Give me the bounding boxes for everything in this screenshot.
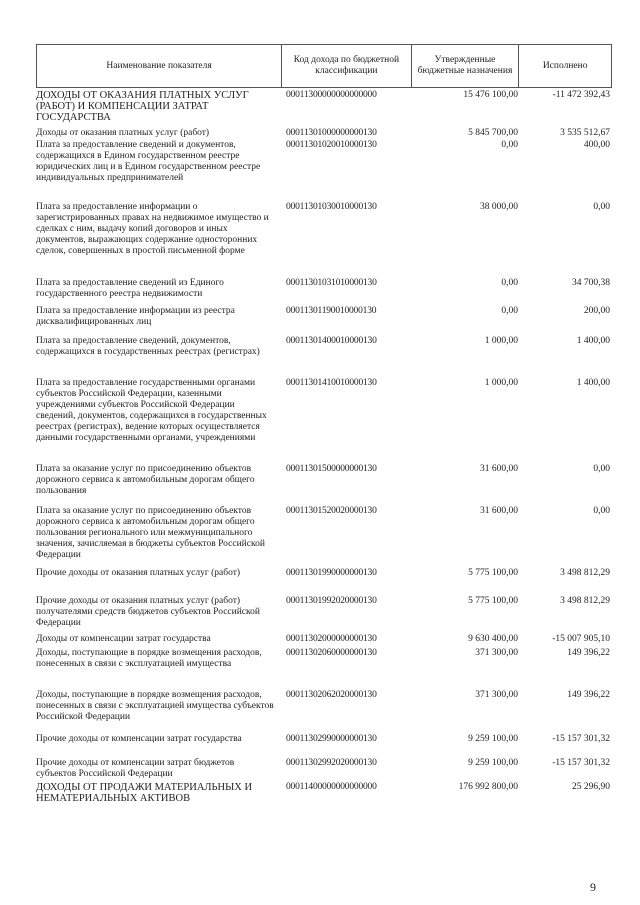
- row-name: Прочие доходы от компенсации затрат бюджетов субъектов Российской Федерации: [36, 758, 235, 779]
- row-approved: 371 300,00: [475, 690, 518, 700]
- table-header: [36, 44, 612, 88]
- table-row: [36, 202, 612, 257]
- row-approved: 0,00: [501, 278, 518, 288]
- row-code: 00011301190010000130: [286, 306, 377, 316]
- table-row: [36, 378, 612, 444]
- table-row: [36, 464, 612, 497]
- table-row: [36, 690, 612, 723]
- row-name: Доходы, поступающие в порядке возмещения расходов, понесенных в связи с эксплуатацией имущества: [36, 648, 262, 669]
- row-code: 00011301520020000130: [286, 506, 377, 516]
- table-row: [36, 506, 612, 561]
- table-row: [36, 596, 612, 629]
- row-executed: 0,00: [593, 506, 610, 516]
- row-approved: 9 259 100,00: [468, 758, 518, 768]
- row-executed: -11 472 392,43: [552, 90, 610, 100]
- row-name: Доходы от оказания платных услуг (работ): [36, 128, 210, 138]
- row-approved: 5 775 100,00: [468, 568, 518, 578]
- table-row: [36, 758, 612, 780]
- row-executed: 34 700,38: [572, 278, 610, 288]
- row-name: Прочие доходы от компенсации затрат государства: [36, 734, 242, 744]
- header-executed: Исполнено: [542, 60, 588, 71]
- table-row: [36, 278, 612, 300]
- header-code: Код дохода по бюджетной классификации: [282, 45, 412, 87]
- row-code: 00011301410010000130: [286, 378, 377, 388]
- row-name: Плата за предоставление информации о зарегистрированных правах на недвижимое имущество и сделках с ним, выдачу копий договоров и иных документов, выражающих содержание односторонних сделок, совершенных в простой письменной форме: [36, 202, 269, 256]
- table-row: [36, 128, 612, 139]
- row-approved: 9 630 400,00: [468, 634, 518, 644]
- row-code: 00011301000000000130: [286, 128, 377, 138]
- row-approved: 31 600,00: [480, 464, 518, 474]
- row-approved: 38 000,00: [480, 202, 518, 212]
- row-code: 00011301031010000130: [286, 278, 377, 288]
- table-row: [36, 648, 612, 670]
- row-name: Прочие доходы от оказания платных услуг (работ) получателями средств бюджетов субъектов Российской Федерации: [36, 596, 260, 628]
- row-code: 00011301992020000130: [286, 596, 377, 606]
- page-number: 9: [590, 880, 596, 894]
- row-approved: 1 000,00: [484, 378, 518, 388]
- table-row: [36, 782, 612, 804]
- table-row: [36, 634, 612, 645]
- row-approved: 0,00: [501, 140, 518, 150]
- header-approved: Утвержденные бюджетные назначения: [412, 45, 520, 87]
- row-approved: 371 300,00: [475, 648, 518, 658]
- row-code: 00011302000000000130: [286, 634, 377, 644]
- row-executed: -15 157 301,32: [552, 758, 610, 768]
- table-row: [36, 336, 612, 358]
- row-code: 00011301990000000130: [286, 568, 377, 578]
- table-row: [36, 306, 612, 328]
- row-name: ДОХОДЫ ОТ ПРОДАЖИ МАТЕРИАЛЬНЫХ И НЕМАТЕРИАЛЬНЫХ АКТИВОВ: [36, 782, 253, 804]
- row-executed: 149 396,22: [567, 690, 610, 700]
- row-name: Плата за предоставление сведений, документов, содержащихся в государственных реестрах (регистрах): [36, 336, 260, 357]
- row-code: 00011301400010000130: [286, 336, 377, 346]
- row-code: 00011302060000000130: [286, 648, 377, 658]
- row-name: Плата за оказание услуг по присоединению объектов дорожного сервиса к автомобильным дорогам общего пользования: [36, 464, 255, 496]
- row-code: 00011301030010000130: [286, 202, 377, 212]
- row-executed: 3 535 512,67: [560, 128, 610, 138]
- row-approved: 1 000,00: [484, 336, 518, 346]
- row-executed: 3 498 812,29: [560, 596, 610, 606]
- table-row: [36, 90, 612, 123]
- row-executed: 149 396,22: [567, 648, 610, 658]
- row-executed: -15 157 301,32: [552, 734, 610, 744]
- row-name: Плата за предоставление государственными органами субъектов Российской Федерации, казенными учреждениями субъектов Российской Федерации сведений, документов, содержащихся в государственных реестрах (регистрах), ведение которых осуществляется данными государственными органами, учреждениями: [36, 378, 267, 443]
- row-approved: 5 845 700,00: [468, 128, 518, 138]
- table-row: [36, 734, 612, 745]
- row-executed: 0,00: [593, 464, 610, 474]
- row-code: 00011302990000000130: [286, 734, 377, 744]
- row-name: ДОХОДЫ ОТ ОКАЗАНИЯ ПЛАТНЫХ УСЛУГ (РАБОТ) И КОМПЕНСАЦИИ ЗАТРАТ ГОСУДАРСТВА: [36, 90, 249, 123]
- row-code: 00011301500000000130: [286, 464, 377, 474]
- row-code: 00011301020010000130: [286, 140, 377, 150]
- row-approved: 15 476 100,00: [463, 90, 518, 100]
- header-name: Наименование показателя: [37, 45, 282, 87]
- row-approved: 9 259 100,00: [468, 734, 518, 744]
- row-code: 00011300000000000000: [286, 90, 377, 100]
- row-executed: 200,00: [583, 306, 610, 316]
- table-row: [36, 568, 612, 579]
- row-code: 00011302062020000130: [286, 690, 377, 700]
- row-name: Плата за предоставление сведений из Единого государственного реестра недвижимости: [36, 278, 224, 299]
- row-name: Доходы, поступающие в порядке возмещения расходов, понесенных в связи с эксплуатацией имущества субъектов Российской Федерации: [36, 690, 274, 722]
- row-executed: 1 400,00: [576, 378, 610, 388]
- row-name: Плата за предоставление информации из реестра дисквалифицированных лиц: [36, 306, 235, 327]
- row-executed: 25 296,90: [572, 782, 610, 792]
- row-executed: 3 498 812,29: [560, 568, 610, 578]
- table-row: [36, 140, 612, 184]
- row-name: Прочие доходы от оказания платных услуг (работ): [36, 568, 241, 578]
- row-approved: 5 775 100,00: [468, 596, 518, 606]
- row-name: Плата за оказание услуг по присоединению объектов дорожного сервиса к автомобильным дорогам общего пользования регионального или межмуниципального значения, зачисляемая в бюджеты субъектов Российской Федерации: [36, 506, 265, 560]
- row-executed: 400,00: [583, 140, 610, 150]
- row-name: Доходы от компенсации затрат государства: [36, 634, 211, 644]
- row-approved: 31 600,00: [480, 506, 518, 516]
- row-approved: 176 992 800,00: [458, 782, 518, 792]
- row-name: Плата за предоставление сведений и документов, содержащихся в Едином государственном реестре юридических лиц и в Едином государственном реестре индивидуальных предпринимателей: [36, 140, 261, 183]
- row-executed: -15 007 905,10: [552, 634, 610, 644]
- row-approved: 0,00: [501, 306, 518, 316]
- row-code: 00011400000000000000: [286, 782, 377, 792]
- row-executed: 1 400,00: [576, 336, 610, 346]
- row-executed: 0,00: [593, 202, 610, 212]
- row-code: 00011302992020000130: [286, 758, 377, 768]
